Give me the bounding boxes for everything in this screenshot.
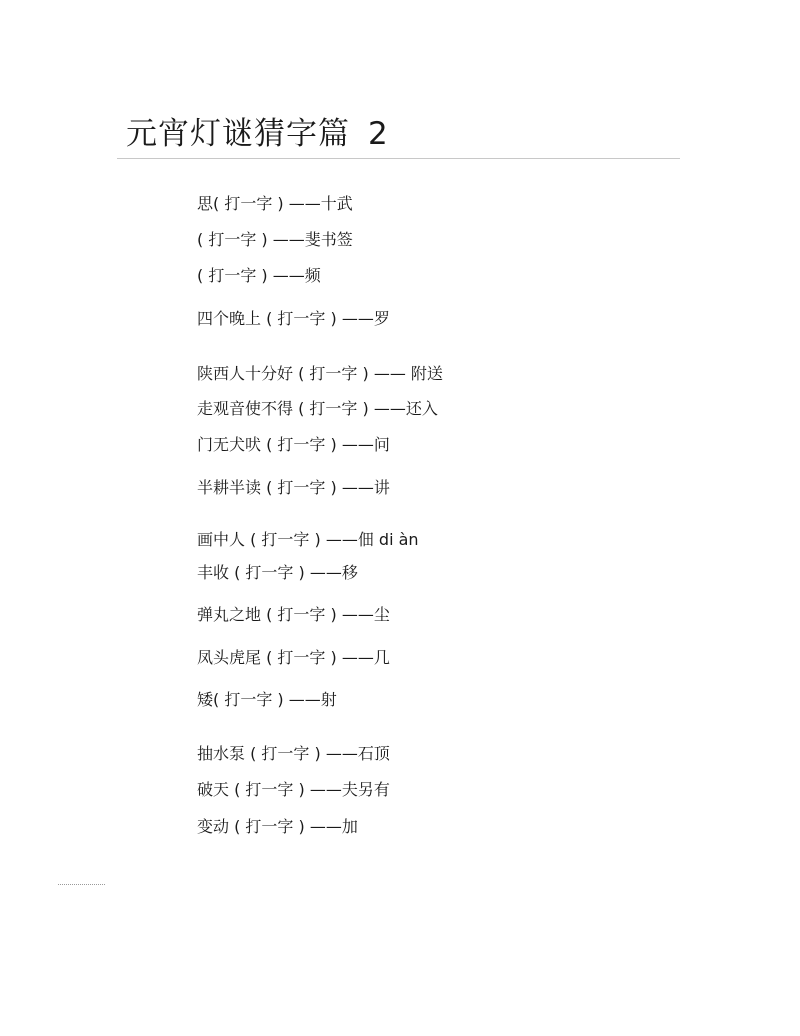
riddle-line: 四个晚上 ( 打一字 ) ——罗 — [197, 309, 390, 328]
riddle-line: 半耕半读 ( 打一字 ) ——讲 — [197, 478, 390, 497]
title-text: 元宵灯谜猜字篇 — [126, 116, 350, 152]
riddle-line: 破天 ( 打一字 ) ——夫另有 — [197, 780, 390, 799]
riddle-line: 画中人 ( 打一字 ) ——佃 di àn — [197, 530, 419, 549]
title-divider — [117, 158, 680, 159]
riddle-line: 思( 打一字 ) ——十武 — [197, 194, 353, 213]
riddle-line: ( 打一字 ) ——频 — [197, 266, 321, 285]
page-title — [126, 108, 389, 153]
riddle-line: 弹丸之地 ( 打一字 ) ——尘 — [197, 605, 390, 624]
riddle-line: 门无犬吠 ( 打一字 ) ——问 — [197, 435, 390, 454]
riddle-line: 矮( 打一字 ) ——射 — [197, 690, 337, 709]
title-number: 2 — [368, 116, 389, 152]
riddle-line: 变动 ( 打一字 ) ——加 — [197, 817, 358, 836]
riddle-line: 抽水泵 ( 打一字 ) ——石顶 — [197, 744, 390, 763]
riddle-line: ( 打一字 ) ——斐书签 — [197, 230, 353, 249]
riddle-line: 凤头虎尾 ( 打一字 ) ——几 — [197, 648, 390, 667]
footnote-separator — [58, 884, 105, 887]
riddle-line: 陕西人十分好 ( 打一字 ) —— 附送 — [197, 364, 443, 383]
riddle-line: 走观音使不得 ( 打一字 ) ——还入 — [197, 399, 438, 418]
riddle-line: 丰收 ( 打一字 ) ——移 — [197, 563, 358, 582]
